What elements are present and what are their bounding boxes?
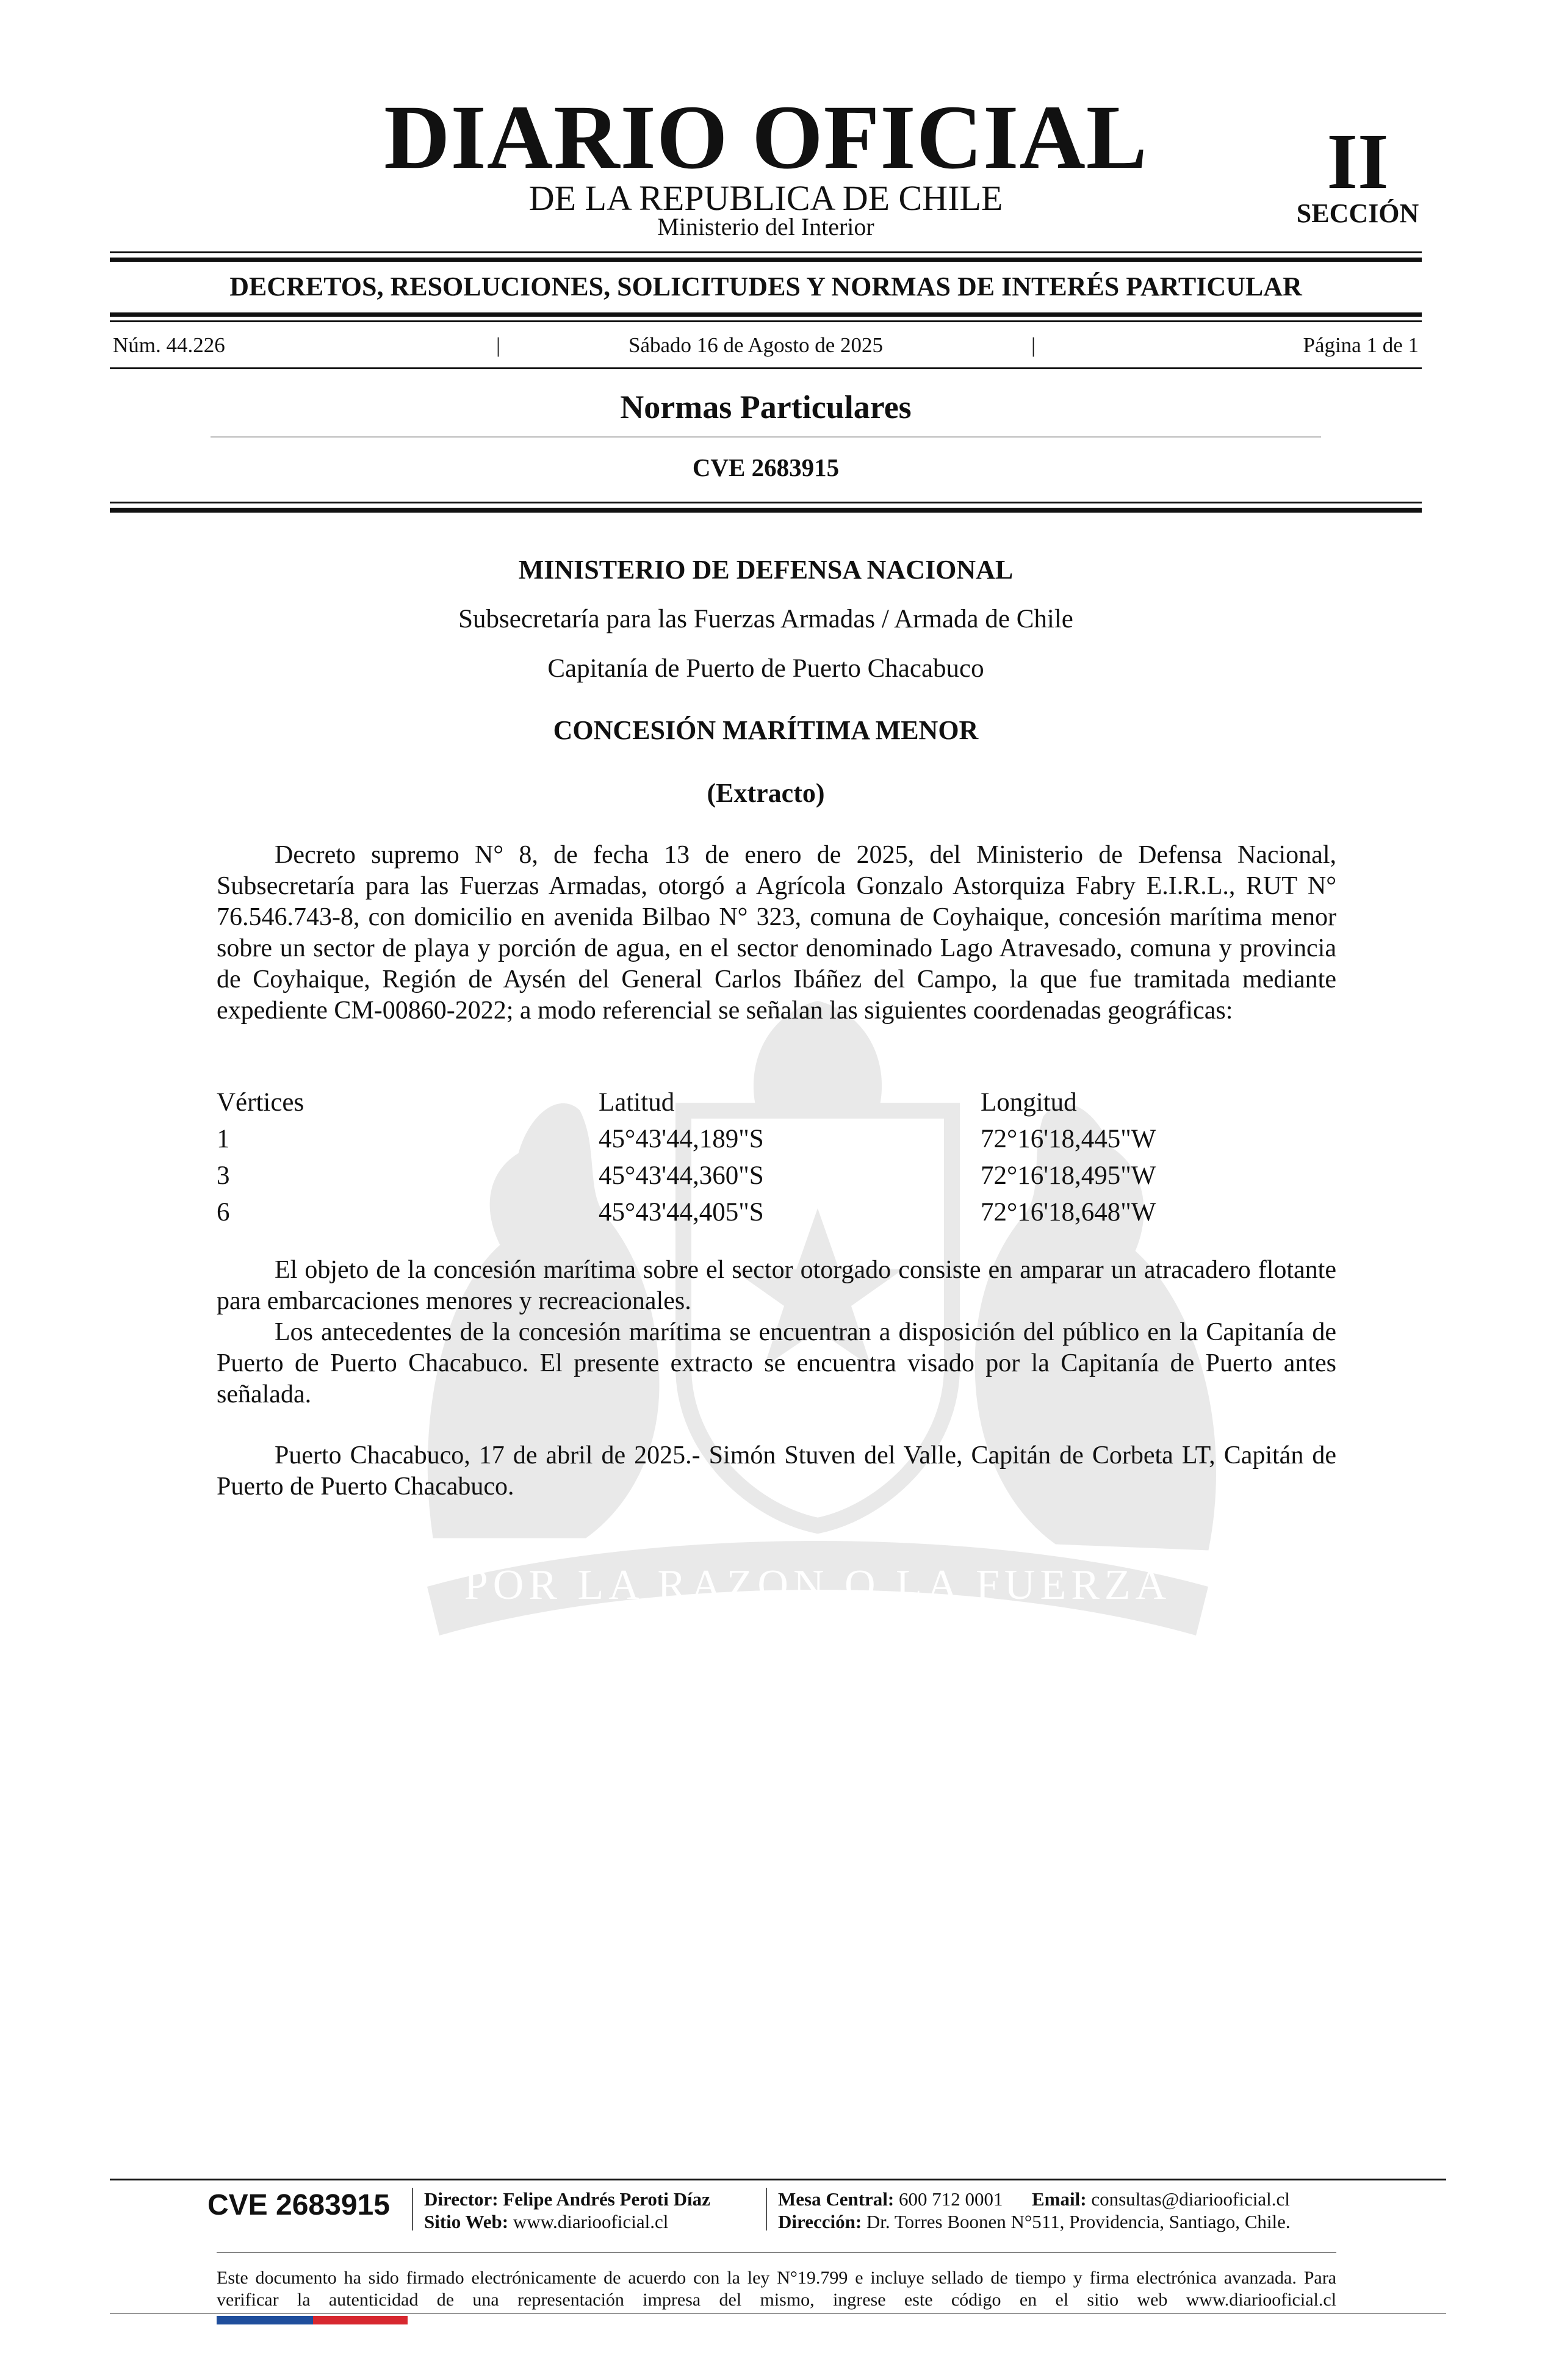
header-vertices: Vértices xyxy=(217,1088,304,1117)
issue-date: Sábado 16 de Agosto de 2025 xyxy=(629,333,884,357)
address-text: Dr. Torres Boonen N°511, Providencia, Santiago, Chile. xyxy=(866,2211,1291,2232)
watermark-motto: POR LA RAZON O LA FUERZA xyxy=(464,1562,1172,1609)
content-rule-thin xyxy=(110,502,1422,503)
footer-rule-middle xyxy=(217,2252,1336,2253)
masthead-subtitle: DE LA REPUBLICA DE CHILE xyxy=(528,178,1003,218)
mesa-phone: 600 712 0001 xyxy=(899,2188,1003,2210)
header-longitude: Longitud xyxy=(981,1088,1077,1117)
footer-rule-top xyxy=(110,2179,1446,2180)
masthead-ministry: Ministerio del Interior xyxy=(657,213,874,240)
issue-number: Núm. 44.226 xyxy=(113,333,225,357)
signature-block xyxy=(217,1440,1336,1502)
longitude-cell: 72°16'18,445"W xyxy=(981,1125,1156,1153)
normas-heading: Normas Particulares xyxy=(620,389,912,425)
director-label: Director: xyxy=(424,2188,499,2210)
email-link[interactable]: consultas@diariooficial.cl xyxy=(1091,2188,1290,2210)
meta-separator-2: | xyxy=(1031,333,1036,357)
paragraph-3: Los antecedentes de la concesión marítima se encuentran a disposición del público en la Capitanía de Puerto de Puerto Chacabuco. El presente extracto se encuentra visado por la Capitanía de Puerto antes señalada. xyxy=(217,1318,1336,1408)
table-row xyxy=(217,1161,1336,1197)
vertex-cell: 1 xyxy=(217,1125,230,1153)
meta-separator-1: | xyxy=(496,333,501,357)
header-rule-thin-1 xyxy=(110,251,1422,253)
section-number: II xyxy=(1327,118,1389,206)
cve-code: CVE 2683915 xyxy=(692,453,840,481)
header-rule-thick-1 xyxy=(110,258,1422,262)
web-label: Sitio Web: xyxy=(424,2211,509,2232)
object-paragraphs xyxy=(217,1255,1336,1410)
masthead-title: DIARIO OFICIAL xyxy=(384,87,1148,188)
flag-stripe-blue xyxy=(217,2316,313,2324)
content-rule-thick xyxy=(110,508,1422,513)
table-row xyxy=(217,1124,1336,1161)
subsecretaria: Subsecretaría para las Fuerzas Armadas / Armada de Chile xyxy=(458,605,1073,633)
longitude-cell: 72°16'18,495"W xyxy=(981,1161,1156,1190)
latitude-cell: 45°43'44,189"S xyxy=(599,1125,764,1153)
extracto-label: (Extracto) xyxy=(707,778,825,808)
paragraph-1: Decreto supremo N° 8, de fecha 13 de enero de 2025, del Ministerio de Defensa Nacional, Subsecretaría para las Fuerzas Armadas, otorgó a Agrícola Gonzalo Astorquiza Fabry E.I.R.L., RUT N° 76.546.743-8, con domicilio en avenida Bilbao N° 323, comuna de Coyhaique, concesión marítima menor sobre un sector de playa y porción de agua, en el sector denominado Lago Atravesado, comuna y provincia de Coyhaique, Región de Aysén del General Carlos Ibáñez del Campo, la que fue tramitada mediante expediente CM-00860-2022; a modo referencial se señalan las siguientes coordenadas geográficas: xyxy=(217,841,1336,1025)
header-latitude: Latitud xyxy=(599,1088,675,1117)
table-header-row xyxy=(217,1087,1336,1124)
footer-separator-2 xyxy=(766,2188,767,2230)
document-title: CONCESIÓN MARÍTIMA MENOR xyxy=(553,715,979,745)
section-label: SECCIÓN xyxy=(1296,198,1419,228)
footer-rule-bottom xyxy=(110,2313,1446,2314)
table-row xyxy=(217,1197,1336,1234)
latitude-cell: 45°43'44,360"S xyxy=(599,1161,764,1190)
email-label: Email: xyxy=(1032,2188,1087,2210)
section-category: DECRETOS, RESOLUCIONES, SOLICITUDES Y NORMAS DE INTERÉS PARTICULAR xyxy=(229,272,1302,301)
footer-contact-block xyxy=(778,2188,1291,2233)
vertex-cell: 6 xyxy=(217,1198,230,1227)
latitude-cell: 45°43'44,405"S xyxy=(599,1198,764,1227)
footer-separator-1 xyxy=(412,2188,413,2230)
footer-director-block xyxy=(424,2188,710,2233)
capitania: Capitanía de Puerto de Puerto Chacabuco xyxy=(547,654,984,683)
coordinates-table xyxy=(217,1087,1336,1234)
signature-paragraph: Puerto Chacabuco, 17 de abril de 2025.- Simón Stuven del Valle, Capitán de Corbeta LT, Capitán de Puerto de Puerto Chacabuco. xyxy=(217,1441,1336,1501)
director-name: Felipe Andrés Peroti Díaz xyxy=(503,2188,710,2210)
meta-rule xyxy=(110,367,1422,369)
decree-paragraph xyxy=(217,840,1336,1026)
page-indicator: Página 1 de 1 xyxy=(1303,333,1419,357)
vertex-cell: 3 xyxy=(217,1161,230,1190)
longitude-cell: 72°16'18,648"W xyxy=(981,1198,1156,1227)
flag-stripe-red xyxy=(313,2316,408,2324)
address-label: Dirección: xyxy=(778,2211,862,2232)
header-rule-thin-2 xyxy=(110,320,1422,322)
issuing-ministry: MINISTERIO DE DEFENSA NACIONAL xyxy=(518,555,1014,585)
footer-cve-code: CVE 2683915 xyxy=(207,2189,390,2221)
normas-rule xyxy=(211,436,1321,438)
paragraph-2: El objeto de la concesión marítima sobre el sector otorgado consiste en amparar un atracadero flotante para embarcaciones menores y recreacionales. xyxy=(217,1256,1336,1315)
mesa-label: Mesa Central: xyxy=(778,2188,895,2210)
web-link[interactable]: www.diariooficial.cl xyxy=(513,2211,669,2232)
header-rule-thick-2 xyxy=(110,312,1422,317)
footer-disclaimer: Este documento ha sido firmado electrónicamente de acuerdo con la ley N°19.799 e incluye sellado de tiempo y firma electrónica avanzada. Para verificar la autenticidad de una representación impresa del mismo, ingrese este código en el sitio web www.diariooficial.cl xyxy=(217,2268,1336,2310)
